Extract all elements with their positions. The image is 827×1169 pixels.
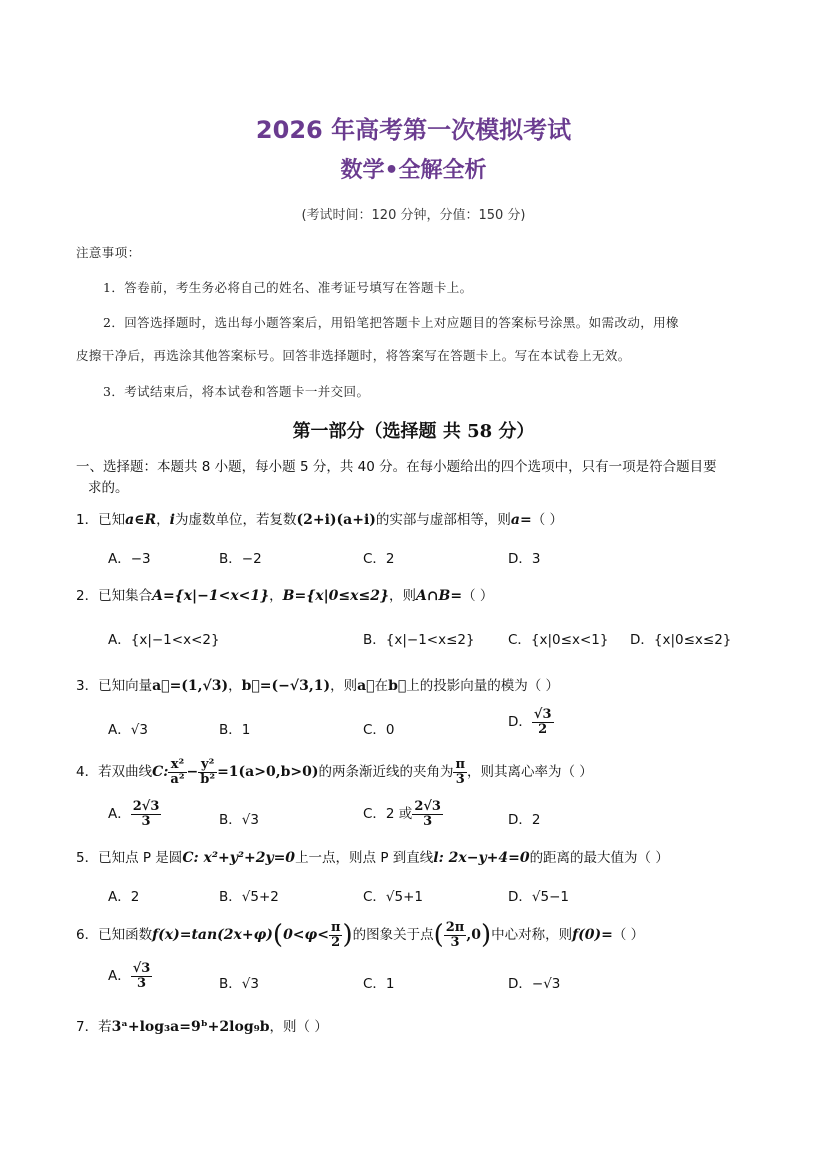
q1-text-1: 为虚数单位，若复数: [175, 512, 297, 528]
q1-math-2: i: [169, 512, 175, 528]
exam-time-info: (考试时间：120 分钟，分值：150 分): [301, 208, 526, 223]
q3-option-b: B．1: [219, 722, 251, 738]
q5-option-d: D．√5−1: [508, 889, 569, 905]
section-heading: 第一部分（选择题 共 58 分）: [292, 421, 535, 442]
notice-heading: 注意事项：: [76, 245, 141, 260]
q3-math-3: a⃗: [357, 678, 375, 694]
fraction-denominator: 3: [455, 771, 465, 787]
q6-fraction-1: [329, 921, 343, 949]
q4-option-a-label: A．: [108, 806, 131, 823]
q2-option-b: B．{x|−1<x≤2}: [363, 632, 475, 648]
fraction-denominator: a²: [170, 771, 185, 787]
q1-math-3: (2+i)(a+i): [296, 512, 376, 528]
q4-option-d: D．2: [508, 812, 541, 828]
q4-option-c-label: C．2 或: [363, 806, 413, 823]
q4-number: 4．若双曲线: [76, 764, 153, 781]
q5-text-1: 上一点，则点 P 到直线: [295, 850, 434, 866]
fraction-numerator: π: [330, 919, 341, 935]
q1-math-4: a=: [510, 512, 532, 528]
q6-math-2: 0<φ<: [283, 927, 329, 943]
q2-text-2: （ ）: [462, 588, 494, 604]
fraction-numerator: √3: [533, 707, 552, 722]
q4-option-a: [108, 800, 161, 828]
q1-option-c: C．2: [363, 551, 395, 567]
q4-text-2: ，则其离心率为（ ）: [466, 764, 593, 781]
q4-text-1: 的两条渐近线的夹角为: [318, 764, 454, 781]
q3-number: 3．已知向量: [76, 678, 153, 694]
q6-fraction-2: [444, 921, 467, 949]
q2-math-3: A∩B=: [415, 588, 463, 604]
q4-minus: −: [186, 764, 199, 781]
fraction-numerator: y²: [198, 758, 217, 773]
q4-fraction-1: [168, 758, 186, 786]
q1-text-3: （ ）: [531, 512, 564, 528]
q6-text-2: 中心对称，则: [491, 927, 573, 943]
fraction-denominator: 2: [331, 934, 341, 950]
q4-option-b: B．√3: [219, 812, 259, 828]
q6-paren-close: ): [342, 920, 353, 950]
q6-math-3: ,0: [466, 927, 481, 943]
q3-math-1: a⃗=(1,√3): [152, 678, 229, 694]
question-2: [76, 584, 493, 604]
fraction-denominator: 3: [141, 813, 151, 829]
q3-option-d-fraction: [532, 708, 554, 736]
q2-text-1: ，则: [388, 588, 416, 604]
q2-math-1: A={x|−1<x<1}: [152, 588, 270, 604]
q1-math-1: a∈R: [125, 512, 157, 528]
q3-math-4: b⃗: [388, 678, 407, 694]
q6-text-1: 的图象关于点: [352, 927, 434, 943]
q6-math-4: f(0)=: [572, 927, 613, 943]
q6-option-b: B．√3: [219, 976, 259, 992]
q2-option-d: D．{x|0≤x≤2}: [630, 632, 732, 648]
notice-item-3: 3．考试结束后，将本试卷和答题卡一并交回。: [103, 384, 370, 399]
fraction-numerator: x²: [168, 758, 186, 773]
q1-number: 1．已知: [76, 512, 126, 528]
notice-item-1: 1．答卷前，考生务必将自己的姓名、准考证号填写在答题卡上。: [103, 280, 473, 295]
q6-point-paren-close: ): [480, 920, 492, 950]
q6-paren-open: (: [272, 920, 284, 950]
question-3: [76, 674, 559, 694]
notice-item-2-line1: 2．回答选择题时，选出每小题答案后，用铅笔把答题卡上对应题目的答案标号涂黑。如需改动，用橡: [103, 315, 679, 330]
q5-option-b: B．√5+2: [219, 889, 279, 905]
q7-math-1: 3ᵃ+log₃a=9ᵇ+2log₉b: [111, 1019, 270, 1035]
question-1: [76, 508, 563, 528]
question-7: [76, 1015, 328, 1035]
q3-math-2: b⃗=(−√3,1): [241, 678, 331, 694]
q5-math-2: l: 2x−y+4=0: [433, 850, 530, 866]
q5-math-1: C: x²+y²+2y=0: [182, 850, 296, 866]
question-6: [76, 920, 644, 950]
q5-option-a: A．2: [108, 889, 140, 905]
exam-title: 2026 年高考第一次模拟考试: [255, 116, 572, 144]
notice-item-2-line2: 皮擦干净后，再选涂其他答案标号。回答非选择题时，将答案写在答题卡上。写在本试卷上无效。: [76, 348, 631, 363]
q7-text-1: ，则（ ）: [269, 1019, 328, 1035]
q2-sep: ，: [269, 588, 283, 604]
q6-point-paren-open: (: [433, 920, 444, 950]
q3-sep: ，: [228, 678, 242, 694]
q4-option-c-fraction: [412, 800, 443, 828]
q4-math-rest: =1(a>0,b>0): [217, 764, 319, 781]
q1-text-2: 的实部与虚部相等，则: [375, 512, 511, 528]
q1-option-d: D．3: [508, 551, 541, 567]
q5-option-c: C．√5+1: [363, 889, 424, 905]
q2-option-a: A．{x|−1<x<2}: [108, 632, 220, 648]
fraction-denominator: 3: [423, 813, 433, 829]
q3-text-2: 在: [374, 678, 389, 694]
question-5: [76, 846, 669, 866]
q7-number: 7．若: [76, 1019, 112, 1035]
fraction-denominator: b²: [200, 771, 216, 787]
fraction-denominator: 2: [538, 721, 548, 737]
fraction-numerator: 2√3: [132, 799, 160, 814]
q6-number: 6．已知函数: [76, 927, 153, 943]
q2-math-2: B={x|0≤x≤2}: [282, 588, 389, 604]
section-intro-line1: 一、选择题：本题共 8 小题，每小题 5 分，共 40 分。在每小题给出的四个选项中，只有一项是符合题目要: [76, 459, 717, 475]
q6-text-3: （ ）: [612, 927, 645, 943]
q1-option-a: A．−3: [108, 551, 151, 567]
q3-option-c: C．0: [363, 722, 395, 738]
q6-math-1: f(x)=tan(2x+φ): [152, 927, 273, 943]
q3-text-1: ，则: [330, 678, 358, 694]
fraction-denominator: 3: [450, 934, 460, 950]
q2-option-c: C．{x|0≤x<1}: [508, 632, 609, 648]
q3-option-d-label: D．: [508, 714, 532, 731]
q2-number: 2．已知集合: [76, 588, 153, 604]
q4-option-c: [363, 800, 443, 828]
fraction-numerator: π: [455, 757, 465, 772]
q4-math-c: C:: [152, 764, 169, 781]
q3-option-d: [508, 708, 554, 736]
q4-fraction-2: [198, 758, 217, 786]
q5-number: 5．已知点 P 是圆: [76, 850, 183, 866]
fraction-numerator: 2π: [445, 919, 465, 935]
section-intro-line2: 求的。: [88, 480, 129, 496]
q6-option-d: D．−√3: [508, 976, 561, 992]
q5-text-2: 的距离的最大值为（ ）: [529, 850, 669, 866]
fraction-denominator: 3: [137, 975, 147, 991]
q6-option-a: [108, 962, 152, 990]
q4-option-a-fraction: [131, 800, 162, 828]
fraction-numerator: 2√3: [414, 799, 441, 814]
q6-option-a-fraction: [131, 962, 153, 990]
q3-text-3: 上的投影向量的模为（ ）: [406, 678, 560, 694]
exam-subtitle-title: 数学•全解全析: [340, 158, 487, 183]
q1-option-b: B．−2: [219, 551, 262, 567]
q3-option-a: A．√3: [108, 722, 148, 738]
q6-option-c: C．1: [363, 976, 395, 992]
question-4: [76, 758, 593, 786]
q4-fraction-3: [453, 758, 467, 786]
fraction-numerator: √3: [132, 961, 151, 976]
q1-sep: ，: [156, 512, 170, 528]
q6-option-a-label: A．: [108, 968, 131, 985]
